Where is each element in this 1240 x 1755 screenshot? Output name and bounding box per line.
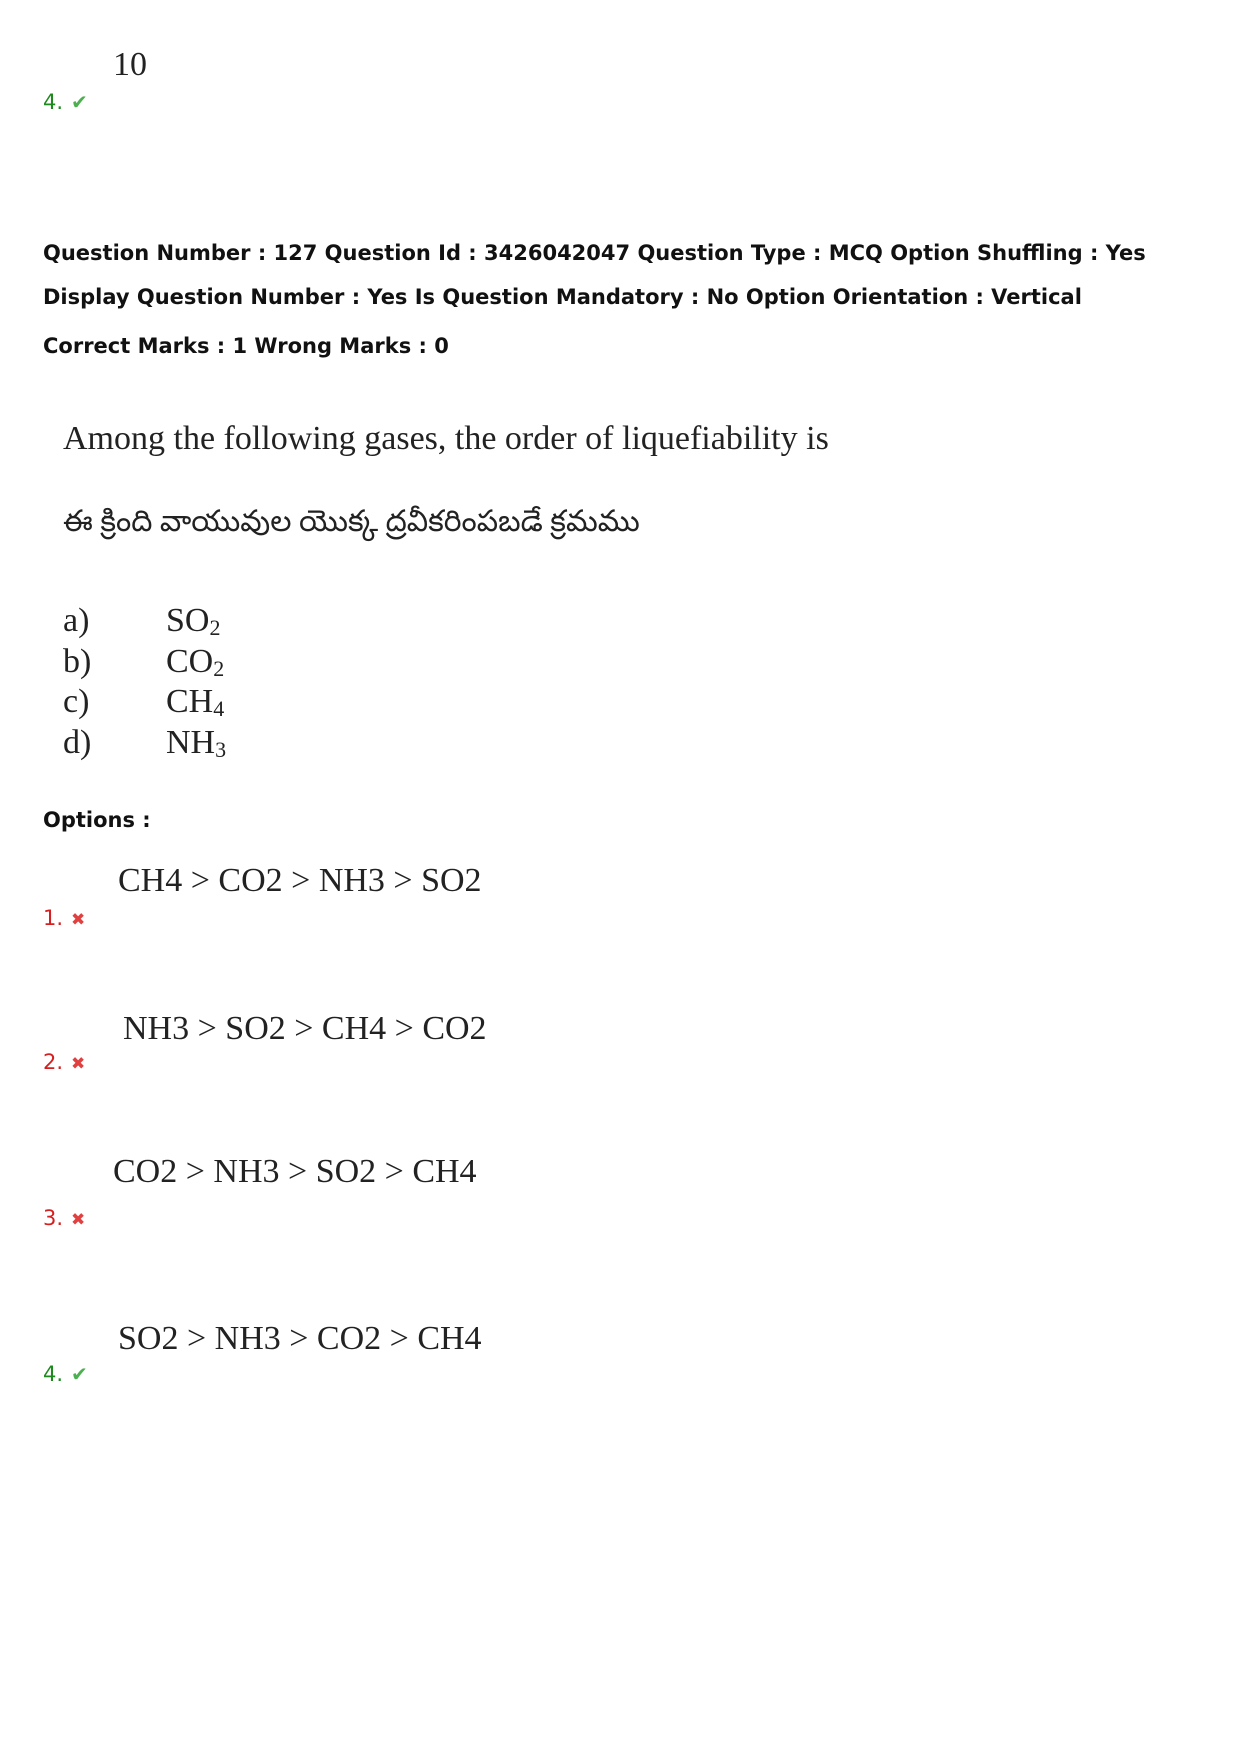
gas-formula-base: NH — [166, 723, 216, 761]
gas-item-label: c) — [63, 683, 90, 720]
option-2-text: NH3 > SO2 > CH4 > CO2 — [123, 1010, 487, 1047]
gas-list — [63, 602, 227, 764]
gas-item — [63, 723, 227, 765]
gas-formula — [166, 643, 224, 682]
gas-item-label: b) — [63, 642, 92, 680]
option-number: 4. — [43, 1362, 64, 1386]
gas-formula-base: CH — [166, 683, 214, 720]
gas-formula-base: CO — [166, 642, 214, 680]
question-text-telugu: ఈ క్రింది వాయువుల యొక్క ద్రవీకరింపబడే క్రమము — [63, 505, 640, 538]
gas-item — [63, 642, 225, 684]
check-icon: ✔ — [71, 90, 88, 114]
option-4-number — [43, 1362, 88, 1386]
gas-item — [63, 683, 225, 724]
gas-formula — [166, 724, 226, 763]
gas-formula — [166, 602, 220, 641]
option-3-number — [43, 1206, 85, 1230]
question-text-english: Among the following gases, the order of liquefiability is — [63, 420, 829, 457]
option-number: 4. — [43, 90, 64, 114]
gas-formula-subscript: 2 — [209, 615, 221, 640]
cross-icon: ✖ — [71, 1054, 86, 1074]
previous-option-4 — [43, 90, 88, 114]
question-meta-line-1: Question Number : 127 Question Id : 3426042047 Question Type : MCQ Option Shuffling : Yes — [43, 241, 1146, 265]
option-number: 3. — [43, 1206, 64, 1230]
gas-item-label: a) — [63, 602, 90, 639]
check-icon: ✔ — [71, 1362, 88, 1386]
question-meta-line-2: Display Question Number : Yes Is Question Mandatory : No Option Orientation : Vertical — [43, 285, 1082, 309]
options-label: Options : — [43, 808, 151, 832]
option-2-number — [43, 1050, 85, 1074]
cross-icon: ✖ — [71, 1210, 86, 1230]
option-3-text: CO2 > NH3 > SO2 > CH4 — [113, 1153, 477, 1190]
option-number: 2. — [43, 1050, 64, 1074]
gas-formula-base: SO — [166, 602, 210, 639]
gas-item — [63, 602, 221, 643]
option-1-number — [43, 906, 85, 930]
gas-formula-subscript: 3 — [215, 736, 227, 762]
option-1-text: CH4 > CO2 > NH3 > SO2 — [118, 862, 482, 899]
question-meta-line-3: Correct Marks : 1 Wrong Marks : 0 — [43, 334, 449, 358]
previous-answer-image-text: 10 — [113, 46, 147, 83]
option-4-text: SO2 > NH3 > CO2 > CH4 — [118, 1320, 482, 1357]
gas-formula-subscript: 2 — [213, 655, 225, 681]
gas-item-label: d) — [63, 723, 92, 761]
gas-formula — [166, 683, 224, 722]
cross-icon: ✖ — [71, 910, 86, 930]
option-number: 1. — [43, 906, 64, 930]
gas-formula-subscript: 4 — [213, 696, 225, 721]
